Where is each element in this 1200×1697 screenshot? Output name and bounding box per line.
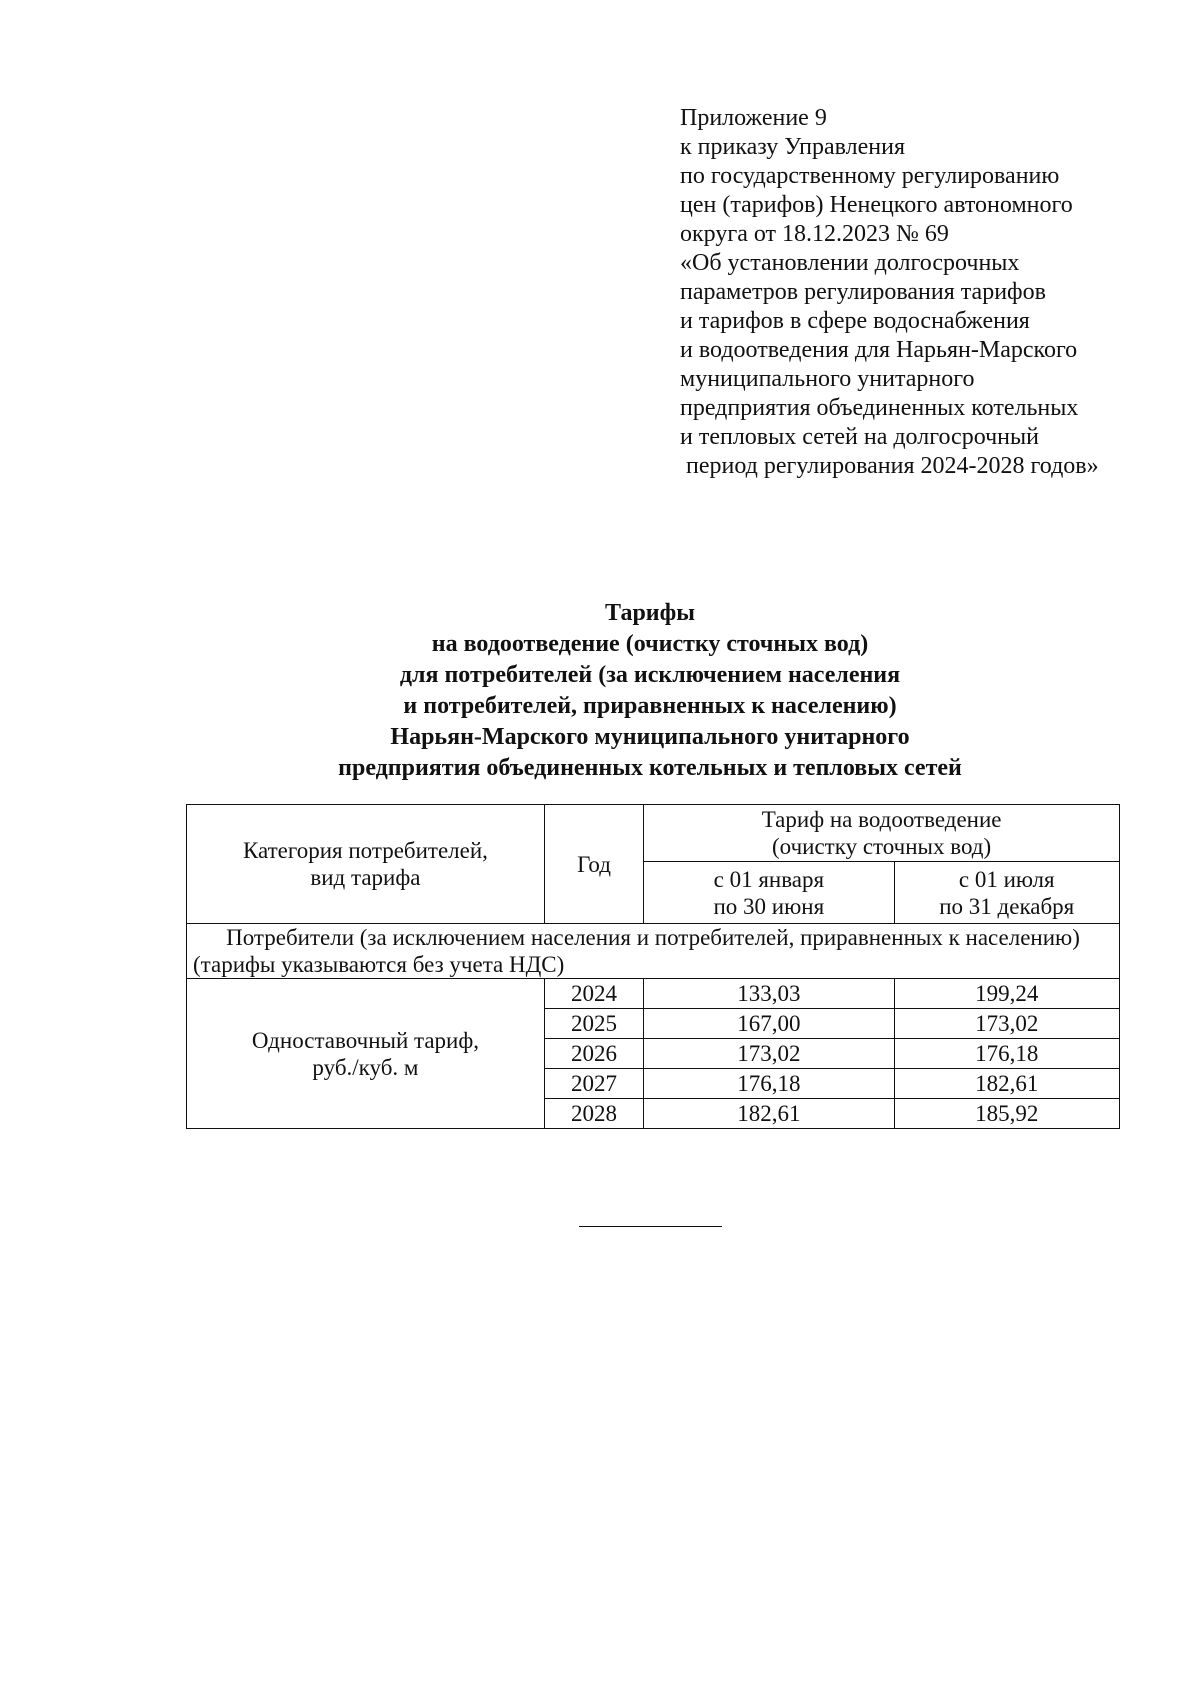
title-line: Нарьян-Марского муниципального унитарного — [390, 724, 910, 750]
tariff-type-label — [187, 979, 545, 1129]
annex-line: параметров регулирования тарифов — [680, 279, 1046, 305]
title-line: на водоотведение (очистку сточных вод) — [431, 631, 869, 657]
annex-line: период регулирования 2024-2028 годов» — [680, 453, 1099, 479]
annex-line: Приложение 9 — [680, 105, 827, 131]
header-period-line: по 31 декабря — [939, 893, 1075, 919]
header-tariff — [644, 805, 1120, 862]
header-period-line: по 30 июня — [713, 893, 825, 919]
year-cell: 2025 — [544, 1009, 643, 1039]
annex-line: к приказу Управления — [680, 134, 906, 160]
header-period-line: с 01 июля — [958, 866, 1055, 892]
consumer-group-label: Потребители (за исключением населения и потребителей, приравненных к населению) (тарифы указываются без учета НДС) — [187, 924, 1120, 979]
period-1-value: 182,61 — [644, 1099, 894, 1129]
period-2-value: 173,02 — [894, 1009, 1120, 1039]
period-1-value: 173,02 — [644, 1039, 894, 1069]
annex-reference — [680, 104, 1180, 481]
period-1-value: 133,03 — [644, 979, 894, 1009]
year-cell: 2024 — [544, 979, 643, 1009]
tariff-type-line: Одноставочный тариф, — [251, 1027, 480, 1053]
header-year: Год — [544, 805, 643, 924]
header-category — [187, 805, 545, 924]
annex-line: и тепловых сетей на долгосрочный — [680, 424, 1039, 450]
title-line: Тарифы — [605, 600, 695, 626]
annex-line: предприятия объединенных котельных — [680, 395, 1079, 421]
period-2-value: 176,18 — [894, 1039, 1120, 1069]
header-tariff-line: (очистку сточных вод) — [772, 834, 992, 860]
annex-line: округа от 18.12.2023 № 69 — [680, 221, 949, 247]
annex-line: цен (тарифов) Ненецкого автономного — [680, 192, 1073, 218]
document-title — [180, 598, 1120, 784]
year-cell: 2026 — [544, 1039, 643, 1069]
header-period-line: с 01 января — [713, 866, 825, 892]
annex-line: по государственному регулированию — [680, 163, 1060, 189]
annex-line: муниципального унитарного — [680, 366, 975, 392]
table-header-row — [187, 805, 1120, 862]
title-line: и потребителей, приравненных к населению) — [403, 693, 897, 719]
year-cell: 2027 — [544, 1069, 643, 1099]
tariff-table — [186, 804, 1120, 1129]
period-2-value: 199,24 — [894, 979, 1120, 1009]
header-category-line: Категория потребителей, — [242, 838, 488, 863]
header-period-1 — [644, 862, 894, 924]
tariff-type-line: руб./куб. м — [312, 1054, 419, 1080]
header-category-line: вид тарифа — [310, 865, 421, 890]
title-line: предприятия объединенных котельных и тепловых сетей — [338, 755, 962, 781]
year-cell: 2028 — [544, 1099, 643, 1129]
end-of-document-rule — [579, 1226, 722, 1227]
table-group-row — [187, 924, 1120, 979]
annex-line: и водоотведения для Нарьян-Марского — [680, 337, 1078, 363]
period-2-value: 185,92 — [894, 1099, 1120, 1129]
period-1-value: 176,18 — [644, 1069, 894, 1099]
header-tariff-line: Тариф на водоотведение — [761, 807, 1002, 833]
period-2-value: 182,61 — [894, 1069, 1120, 1099]
header-period-2 — [894, 862, 1120, 924]
title-line: для потребителей (за исключением населения — [399, 662, 901, 688]
period-1-value: 167,00 — [644, 1009, 894, 1039]
annex-line: «Об установлении долгосрочных — [680, 250, 1020, 276]
annex-line: и тарифов в сфере водоснабжения — [680, 308, 1030, 334]
table-row — [187, 979, 1120, 1009]
